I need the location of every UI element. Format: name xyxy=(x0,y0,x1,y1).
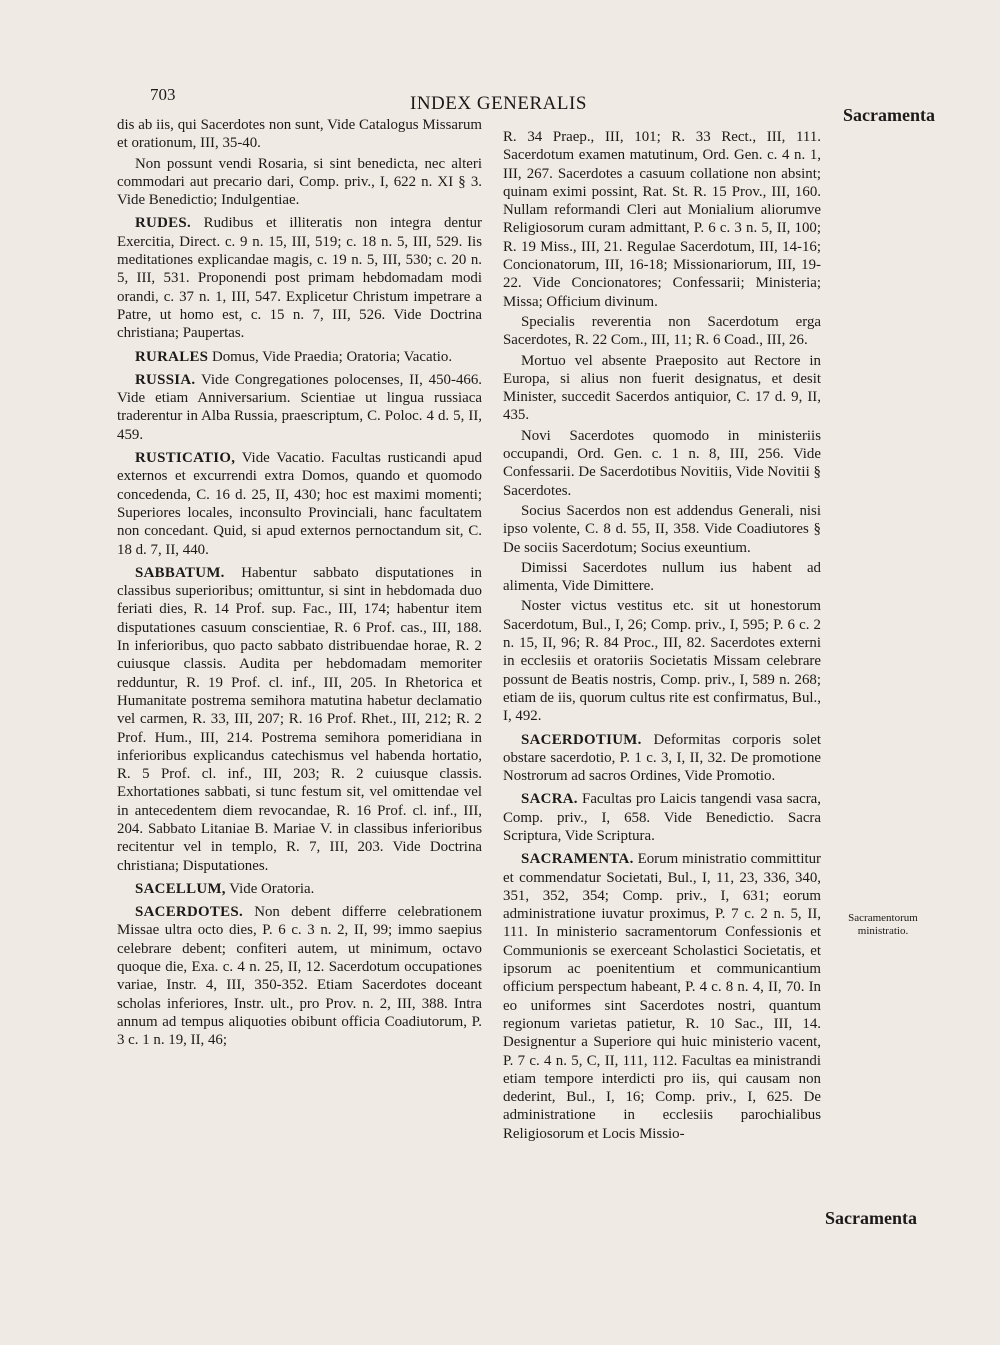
entry-text: Eorum ministratio committitur et commendatur Societati, Bul., I, 11, 23, 336, 340, 351, 352, 354; Comp. priv., I, 631; eorum administratione iuvatur proximus, P. 7 c. 2 n. 5, II, 111. In ministerio sacramentorum Confessionis et Communionis se exerceant Scholastici Societatis, et ipsorum ac poenitentium et communicantium officium perspectum habeant, P. 4 c. 8 n. 4, II, 70. In eo uniformes sint Sacerdotes nostri, quantum regionum varietas patietur, R. 10 Sac., III, 14. Designentur a Superiore qui huic ministerio vacent, P. 7 c. 4 n. 5, C, II, 111, 112. Facultas ea ministrandi etiam tempore interdicti pro iis, qui causam non dederint, Bul., I, 16; Comp. priv., I, 625. De administratione in ecclesiis parochialibus Religiosorum et Locis Missio- xyxy=(503,851,821,1142)
entry-headword: SACRA. xyxy=(521,791,578,808)
entry-text: Specialis reverentia non Sacerdotum erga Sacerdotes, R. 22 Com., III, 11; R. 6 Coad., III, 26. xyxy=(503,313,821,349)
index-entry xyxy=(117,903,482,1049)
entry-text: R. 34 Praep., III, 101; R. 33 Rect., III, 111. Sacerdotum examen matutinum, Ord. Gen. c. 4 n. 1, III, 267. Sacerdotes a casuum collatione non absint; quinam eximi possint, Rat. St. R. 15 Prov., III, 160. Nullam reformandi Cleri aut Monialium aliorumve Religiosorum curam admittant, P. 6 c. 3 n. 5, II, 100; R. 19 Miss., III, 21. Regulae Sacerdotum, III, 14-16; Concionatorum, III, 16-18; Missionariorum, III, 19-22. Vide Concionatores; Confessarii; Ministeria; Missa; Officium divinum. xyxy=(503,129,821,310)
entry-headword: RUSSIA. xyxy=(135,371,196,388)
index-entry xyxy=(503,502,821,557)
index-entry xyxy=(117,449,482,559)
entry-text: Mortuo vel absente Praeposito aut Rectore in Europa, si alius non fuerit designatus, et desit Minister, succedit Sacerdos antiquior, C. 17 d. 9, II, 435. xyxy=(503,352,821,424)
entry-text: Deformitas corporis solet obstare sacerdotio, P. 1 c. 3, I, II, 32. De promotione Nostrorum ad sacros Ordines, Vide Promotio. xyxy=(503,731,821,785)
margin-note: Sacramentorum ministratio. xyxy=(848,912,918,937)
entry-text: Non possunt vendi Rosaria, si sint benedicta, nec alteri commodari aut precario dari, Comp. priv., I, 622 n. XI § 3. Vide Benedictio; Indulgentiae. xyxy=(117,155,482,209)
index-entry xyxy=(117,348,482,366)
entry-headword: RURALES xyxy=(135,348,209,365)
index-entry xyxy=(503,790,821,845)
entry-headword: RUSTICATIO, xyxy=(135,450,236,467)
index-entry xyxy=(503,731,821,786)
entry-headword: SACERDOTES. xyxy=(135,904,243,921)
entry-headword: SACELLUM, xyxy=(135,880,226,897)
entry-headword: SACRAMENTA. xyxy=(521,851,634,868)
left-column xyxy=(117,114,482,1050)
page-title: INDEX GENERALIS xyxy=(410,93,587,114)
entry-text: Novi Sacerdotes quomodo in ministeriis occupandi, Ord. Gen. c. 1 n. 8, III, 256. Vide Confessarii. De Sacerdotibus Novitiis, Vide Novitii § Sacerdotes. xyxy=(503,427,821,499)
index-entry xyxy=(503,352,821,425)
index-entry xyxy=(503,597,821,725)
index-entry xyxy=(117,371,482,444)
index-entry xyxy=(503,559,821,596)
right-column xyxy=(503,126,821,1143)
entry-headword: RUDES. xyxy=(135,215,191,232)
entry-text: Domus, Vide Praedia; Oratoria; Vacatio. xyxy=(208,348,453,365)
index-entry xyxy=(503,313,821,350)
index-entry xyxy=(117,214,482,342)
index-entry xyxy=(117,155,482,210)
entry-text: Rudibus et illiteratis non integra dentur Exercitia, Direct. c. 9 n. 15, III, 519; c. 18 n. 5, III, 529. Iis meditationes explicandae magis, c. 19 n. 5, III, 530; c. 20 n. 5, III, 531. Proponendi post primam hebdomadam modi orandi, c. 37 n. 1, III, 547. Explicetur Christum impetrare a Patre, ut homo est, c. 15 n. 7, III, 526. Vide Doctrina christiana; Paupertas. xyxy=(117,215,482,342)
entry-text: Socius Sacerdos non est addendus Generali, nisi ipso volente, C. 8 d. 55, II, 358. Vide Coadiutores § De sociis Sacerdotum; Socius exeuntium. xyxy=(503,502,821,556)
index-entry xyxy=(503,128,821,311)
index-entry xyxy=(117,116,482,153)
entry-text: Vide Congregationes polocenses, II, 450-466. Vide etiam Anniversarium. Scientiae ut lingua russiaca traderentur in Alba Russia, praescriptum, C. Poloc. 4 d. 5, II, 459. xyxy=(117,371,482,443)
page-number: 703 xyxy=(150,85,176,104)
index-entry xyxy=(117,880,482,898)
entry-text: Vide Oratoria. xyxy=(225,880,315,897)
running-head: Sacramenta xyxy=(843,105,935,125)
entry-text: Facultas pro Laicis tangendi vasa sacra, Comp. priv., I, 658. Vide Benedictio. Sacra Scriptura, Vide Scriptura. xyxy=(503,791,821,844)
entry-text: dis ab iis, qui Sacerdotes non sunt, Vide Catalogus Missarum et orationum, III, 35-40. xyxy=(117,117,482,152)
entry-headword: SACERDOTIUM. xyxy=(521,731,642,748)
index-entry xyxy=(503,427,821,500)
entry-text: Vide Vacatio. Facultas rusticandi apud externos et excurrendi extra Domos, quando et quomodo concedenda, C. 16 d. 25, II, 430; hoc est maximi momenti; Superiores locales, inconsulto Provinciali, hanc facultatem non concedant. Quid, si apud externos pernoctandum sit, C. 18 d. 7, II, 440. xyxy=(117,450,482,558)
index-entry xyxy=(117,564,482,875)
footer-catchword: Sacramenta xyxy=(825,1208,917,1228)
index-entry xyxy=(503,850,821,1143)
entry-text: Habentur sabbato disputationes in classibus superioribus; omittuntur, si sint in hebdomada duo feriati dies, R. 14 Prof. sup. Fac., III, 174; habentur item disputationes casuum conscientiae, R. 6 Prof. cas., III, 188. In inferioribus, quo pacto sabbato distribuendae horae, R. 2 cuiusque classis. Audita per hebdomadam memoriter redduntur, R. 19 Prof. cl. inf., III, 205. In Rhetorica et Humanitate postrema semihora matutina habetur declamatio vel carmen, R. 33, III, 207; R. 16 Prof. Rhet., III, 212; R. 2 Prof. Hum., III, 214. Postrema semihora pomeridiana in inferioribus explicandus catechismus vel habenda hortatio, R. 5 Prof. cl. inf., III, 203; R. 2 cuiusque classis. Exhortationes sabbati, si tunc festum sit, vel omittendae vel in antecedentem diem revocandae, R. 16 Prof. cl. inf., III, 204. Sabbato Litaniae B. Mariae V. in classibus inferioribus recitentur vel in templo, R. 7, III, 203. Vide Doctrina christiana; Disputationes. xyxy=(117,564,482,874)
entry-text: Non debent differre celebrationem Missae ultra octo dies, P. 6 c. 3 n. 2, II, 99; immo saepius celebrare debent; confiteri autem, ut minimum, octavo quoque die, Exa. c. 4 n. 25, II, 12. Sacerdotum occupationes variae, Instr. 4, III, 350-352. Etiam Sacerdotes doceant scholas inferiores, Instr. ult., pro Prov. n. 2, III, 388. Intra annum ad tempus aliquoties obibunt officia Coadiutorum, P. 3 c. 1 n. 19, II, 46; xyxy=(117,904,482,1049)
entry-headword: SABBATUM. xyxy=(135,564,225,581)
entry-text: Dimissi Sacerdotes nullum ius habent ad alimenta, Vide Dimittere. xyxy=(503,559,821,595)
entry-text: Noster victus vestitus etc. sit ut honestorum Sacerdotum, Bul., I, 26; Comp. priv., I, 595; P. 6 c. 2 n. 15, II, 96; R. 84 Proc., III, 82. Sacerdotes externi in ecclesiis et oratoriis Societatis Missam celebrare possunt de Beatis nostris, Comp. priv., I, 589 n. 268; etiam de iis, quorum cultus rite est confirmatus, Bul., I, 492. xyxy=(503,598,821,725)
